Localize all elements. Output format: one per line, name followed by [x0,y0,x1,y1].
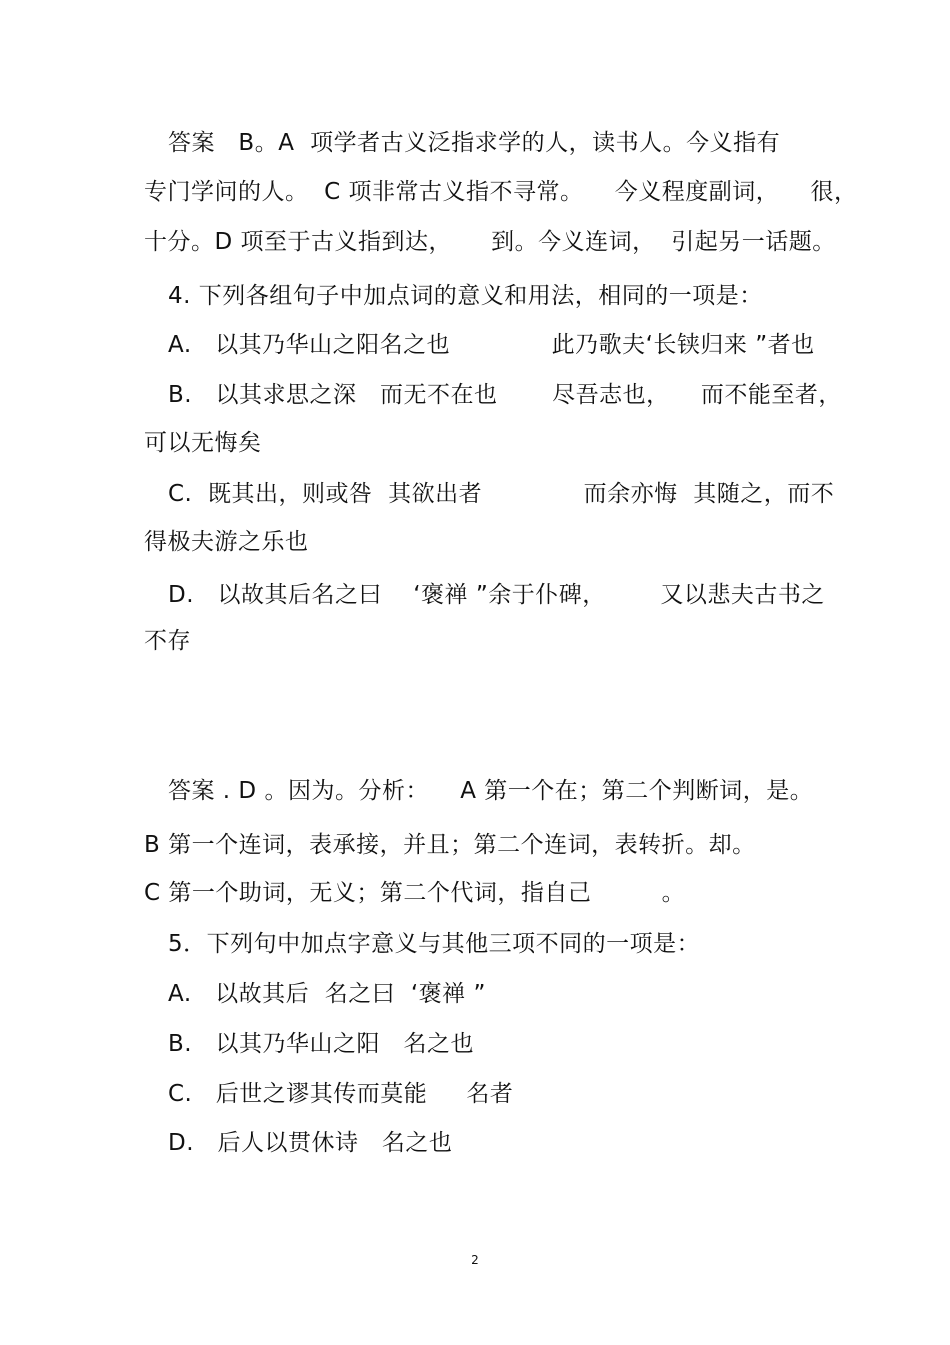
question-4-option-d-cont: 不存 [144,628,191,654]
question-4-option-d: D. 以故其后名之曰 ‘褒禅 ”余于仆碑， 又以悲夫古书之 [168,582,825,608]
question-5-option-d: D. 后人以贯休诗 名之也 [168,1130,453,1156]
question-4-option-a: A. 以其乃华山之阳名之也 此乃歌夫‘长铗归来 ”者也 [168,332,815,358]
page-number: 2 [471,1253,479,1267]
question-4-stem: 4. 下列各组句子中加点词的意义和用法，相同的一项是： [168,283,763,309]
question-5-option-a: A. 以故其后 名之曰 ‘褒禅 ” [168,981,486,1007]
answer-3-line-1: 答案 B。A 项学者古义泛指求学的人，读书人。今义指有 [168,130,781,156]
question-4-option-c-cont: 得极夫游之乐也 [144,529,309,555]
answer-3-line-3: 十分。D 项至于古义指到达， 到。今义连词， 引起另一话题。 [144,229,836,255]
answer-3-line-2: 专门学问的人。 C 项非常古义指不寻常。 今义程度副词， 很， [144,179,858,205]
question-5-option-b: B. 以其乃华山之阳 名之也 [168,1031,474,1057]
question-4-option-b: B. 以其求思之深 而无不在也 尽吾志也， 而不能至者， [168,382,842,408]
answer-4-line-3: C 第一个助词，无义；第二个代词，指自己 。 [144,880,686,906]
answer-4-line-2: B 第一个连词，表承接，并且；第二个连词，表转折。却。 [144,832,756,858]
question-4-option-c: C. 既其出，则或咎 其欲出者 而余亦悔 其随之，而不 [168,481,835,507]
answer-4-line-1: 答案 . D 。因为。分析： A 第一个在；第二个判断词，是。 [168,778,814,804]
question-5-stem: 5．下列句中加点字意义与其他三项不同的一项是： [168,931,701,957]
question-4-option-b-cont: 可以无悔矣 [144,430,262,456]
question-5-option-c: C. 后世之谬其传而莫能 名者 [168,1081,514,1107]
